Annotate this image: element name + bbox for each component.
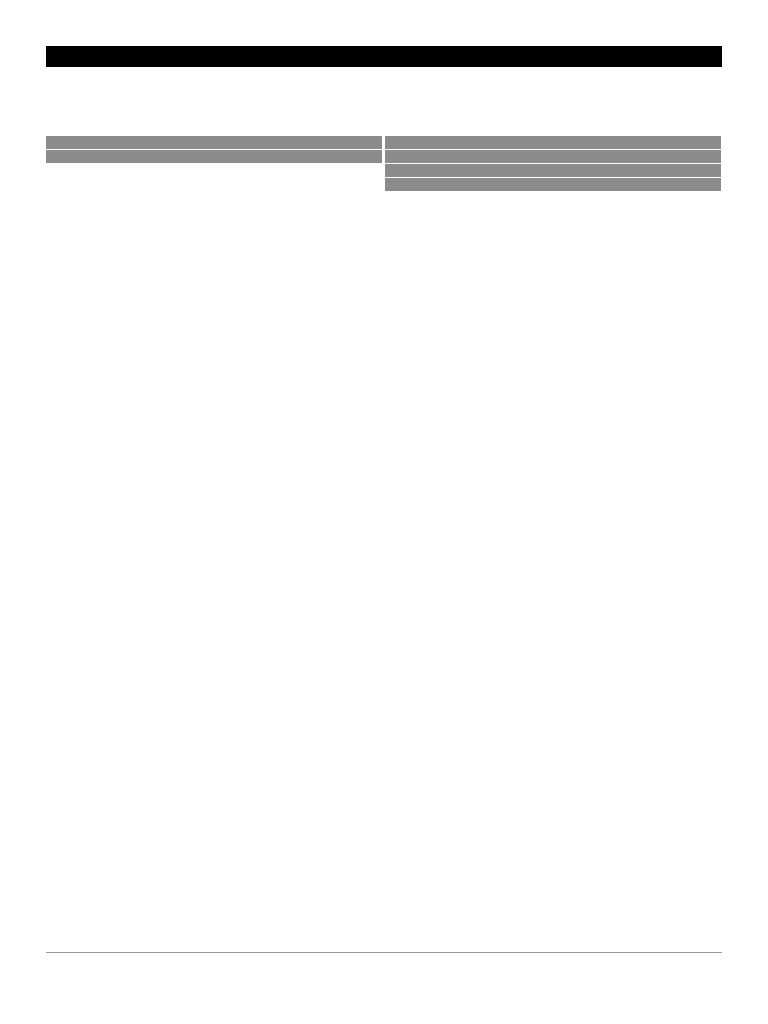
section-rendimiento [46, 150, 382, 163]
footer-rule [46, 952, 722, 953]
pump-curve-chart [46, 512, 722, 952]
section-liquido [385, 136, 721, 149]
section-presion [385, 164, 721, 177]
header [46, 10, 722, 44]
page-title [46, 46, 722, 67]
section-operacion [46, 136, 382, 149]
right-column [385, 135, 721, 192]
section-material [385, 150, 721, 163]
pump-curves-svg [46, 512, 722, 952]
section-motriz [385, 178, 721, 191]
left-column [46, 135, 382, 164]
